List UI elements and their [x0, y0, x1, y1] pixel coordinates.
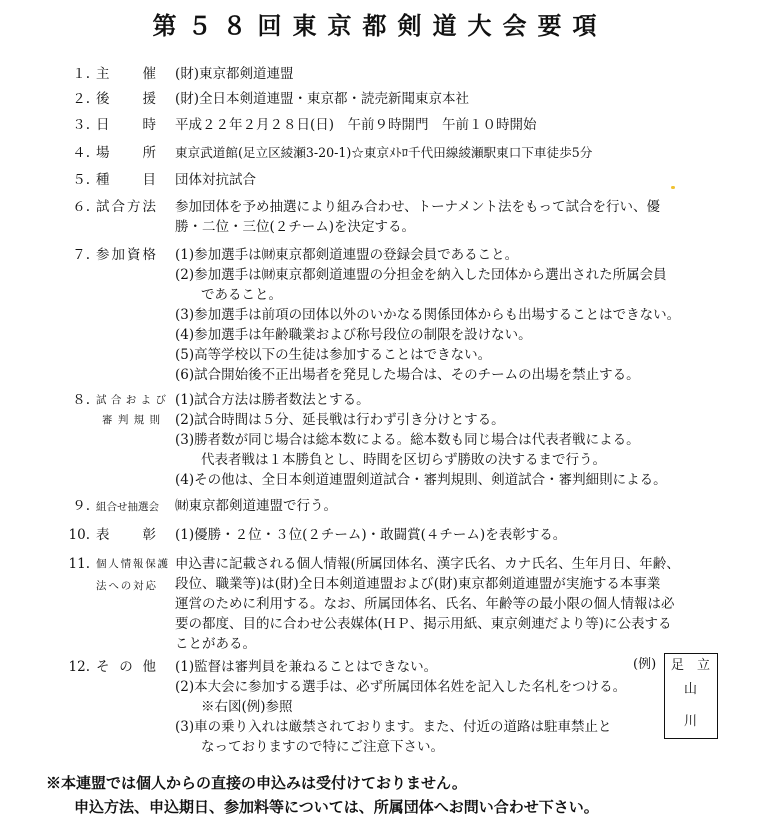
item-label: 参加資格 — [96, 247, 156, 263]
item-body — [175, 496, 700, 516]
item-label-line2: 審判規則 — [102, 414, 160, 426]
scan-speck — [671, 186, 675, 189]
item-number: 11. — [68, 556, 90, 572]
name-tag-example — [664, 653, 718, 739]
item-line: ※右図(例)参照 — [201, 699, 293, 715]
item-line: 要の都度、目的に合わせ公表媒体(ＨＰ、掲示用紙、東京剣連だより等)に公表する — [175, 616, 672, 632]
item-label: 組合せ抽選会 — [96, 501, 159, 513]
item-line: (3)勝者数が同じ場合は総本数による。総本数も同じ場合は代表者戦による。 — [175, 432, 640, 448]
item-body — [175, 657, 645, 757]
item-number: 12. — [68, 659, 90, 675]
item-number: ７. — [72, 247, 90, 263]
item-line: 参加団体を予め抽選により組み合わせ、トーナメント法をもって試合を行い、優 — [175, 199, 661, 215]
item-label: 試合方法 — [96, 199, 156, 215]
item-line: なっておりますので特にご注意下さい。 — [201, 739, 444, 755]
item-label: 場所 — [96, 145, 156, 161]
item-label: 種目 — [96, 172, 156, 188]
item-body — [175, 170, 700, 190]
item-label: 個人情報保護 — [96, 558, 168, 570]
item-line: (4)参加選手は年齢職業および称号段位の制限を設けない。 — [175, 327, 532, 343]
item-body — [175, 64, 700, 84]
item-number: ９. — [72, 498, 90, 514]
item-number: １. — [72, 66, 90, 82]
item-label-line2: 法への対応 — [96, 580, 156, 592]
notice-line: ※本連盟では個人からの直接の申込みは受付けておりません。 — [46, 774, 467, 792]
item-body — [175, 554, 700, 654]
item-line: (2)本大会に参加する選手は、必ず所属団体名姓を記入した名札をつける。 — [175, 679, 627, 695]
item-number: 10. — [68, 527, 90, 543]
item-line: 代表者戦は１本勝負とし、時間を区切らず勝敗の決するまで行う。 — [201, 452, 606, 468]
item-line: 段位、職業等)は(財)全日本剣道連盟および(財)東京都剣道連盟が実施する本事業 — [175, 576, 661, 592]
item-label: 主催 — [96, 66, 156, 82]
item-line: (財)全日本剣道連盟・東京都・読売新聞東京本社 — [175, 91, 470, 107]
item-number: ３. — [72, 117, 90, 133]
item-line: (2)試合時間は５分、延長戦は行わず引き分けとする。 — [175, 412, 505, 428]
item-body — [175, 197, 700, 237]
name-tag-char: 山 — [684, 682, 698, 697]
item-number: ８. — [72, 392, 90, 408]
item-label: 日時 — [96, 117, 156, 133]
item-line: (3)参加選手は前項の団体以外のいかなる関係団体からも出場することはできない。 — [175, 307, 681, 323]
item-body — [175, 525, 700, 545]
item-line: (5)高等学校以下の生徒は参加することはできない。 — [175, 347, 492, 363]
item-line: 東京武道館(足立区綾瀬3-20-1)☆東京ﾒﾄﾛ千代田線綾瀬駅東口下車徒歩5分 — [175, 145, 593, 160]
item-line: (1)試合方法は勝者数法とする。 — [175, 392, 370, 408]
item-line: 申込書に記載される個人情報(所属団体名、漢字氏名、カナ氏名、生年月日、年齢、 — [175, 556, 680, 572]
item-number: ５. — [72, 172, 90, 188]
item-label: 後援 — [96, 91, 156, 107]
item-line: 運営のために利用する。なお、所属団体名、氏名、年齢等の最小限の個人情報は必 — [175, 596, 675, 612]
item-line: であること。 — [201, 287, 282, 303]
item-line: ことがある。 — [175, 636, 256, 652]
item-line: (1)優勝・２位・３位(２チーム)・敢闘賞(４チーム)を表彰する。 — [175, 527, 567, 543]
notice-line: 申込方法、申込期日、参加料等については、所属団体へお問い合わせ下さい。 — [74, 798, 599, 816]
page-title: 第５８回東京都剣道大会要項 — [152, 11, 608, 40]
item-label: 試合および — [96, 394, 166, 406]
item-line: (財)東京都剣道連盟 — [175, 66, 294, 82]
name-tag-char: 川 — [684, 714, 698, 729]
item-line: (6)試合開始後不正出場者を発見した場合は、そのチームの出場を禁止する。 — [175, 367, 640, 383]
item-label: その他 — [96, 659, 156, 675]
item-number: ４. — [72, 145, 90, 161]
item-line: (1)監督は審判員を兼ねることはできない。 — [175, 659, 438, 675]
name-tag-char: 立 — [697, 658, 711, 673]
example-label: (例) — [633, 657, 657, 672]
item-number: ２. — [72, 91, 90, 107]
item-label: 表彰 — [96, 527, 156, 543]
item-line: (2)参加選手は㈶東京都剣道連盟の分担金を納入した団体から選出された所属会員 — [175, 267, 667, 283]
item-body — [175, 89, 700, 109]
name-tag-char: 足 — [671, 658, 685, 673]
item-body — [175, 143, 700, 163]
item-line: 団体対抗試合 — [175, 172, 256, 188]
item-line: 平成２２年２月２８日(日) 午前９時開門 午前１０時開始 — [175, 117, 537, 133]
item-line: (3)車の乗り入れは厳禁されております。また、付近の道路は駐車禁止と — [175, 719, 612, 735]
item-line: (4)その他は、全日本剣道連盟剣道試合・審判規則、剣道試合・審判細則による。 — [175, 472, 667, 488]
item-line: (1)参加選手は㈶東京都剣道連盟の登録会員であること。 — [175, 247, 519, 263]
item-body — [175, 245, 700, 385]
item-number: ６. — [72, 199, 90, 215]
item-line: ㈶東京都剣道連盟で行う。 — [175, 498, 337, 514]
item-line: 勝・二位・三位(２チーム)を決定する。 — [175, 219, 416, 235]
item-body — [175, 390, 700, 490]
item-body — [175, 115, 700, 135]
